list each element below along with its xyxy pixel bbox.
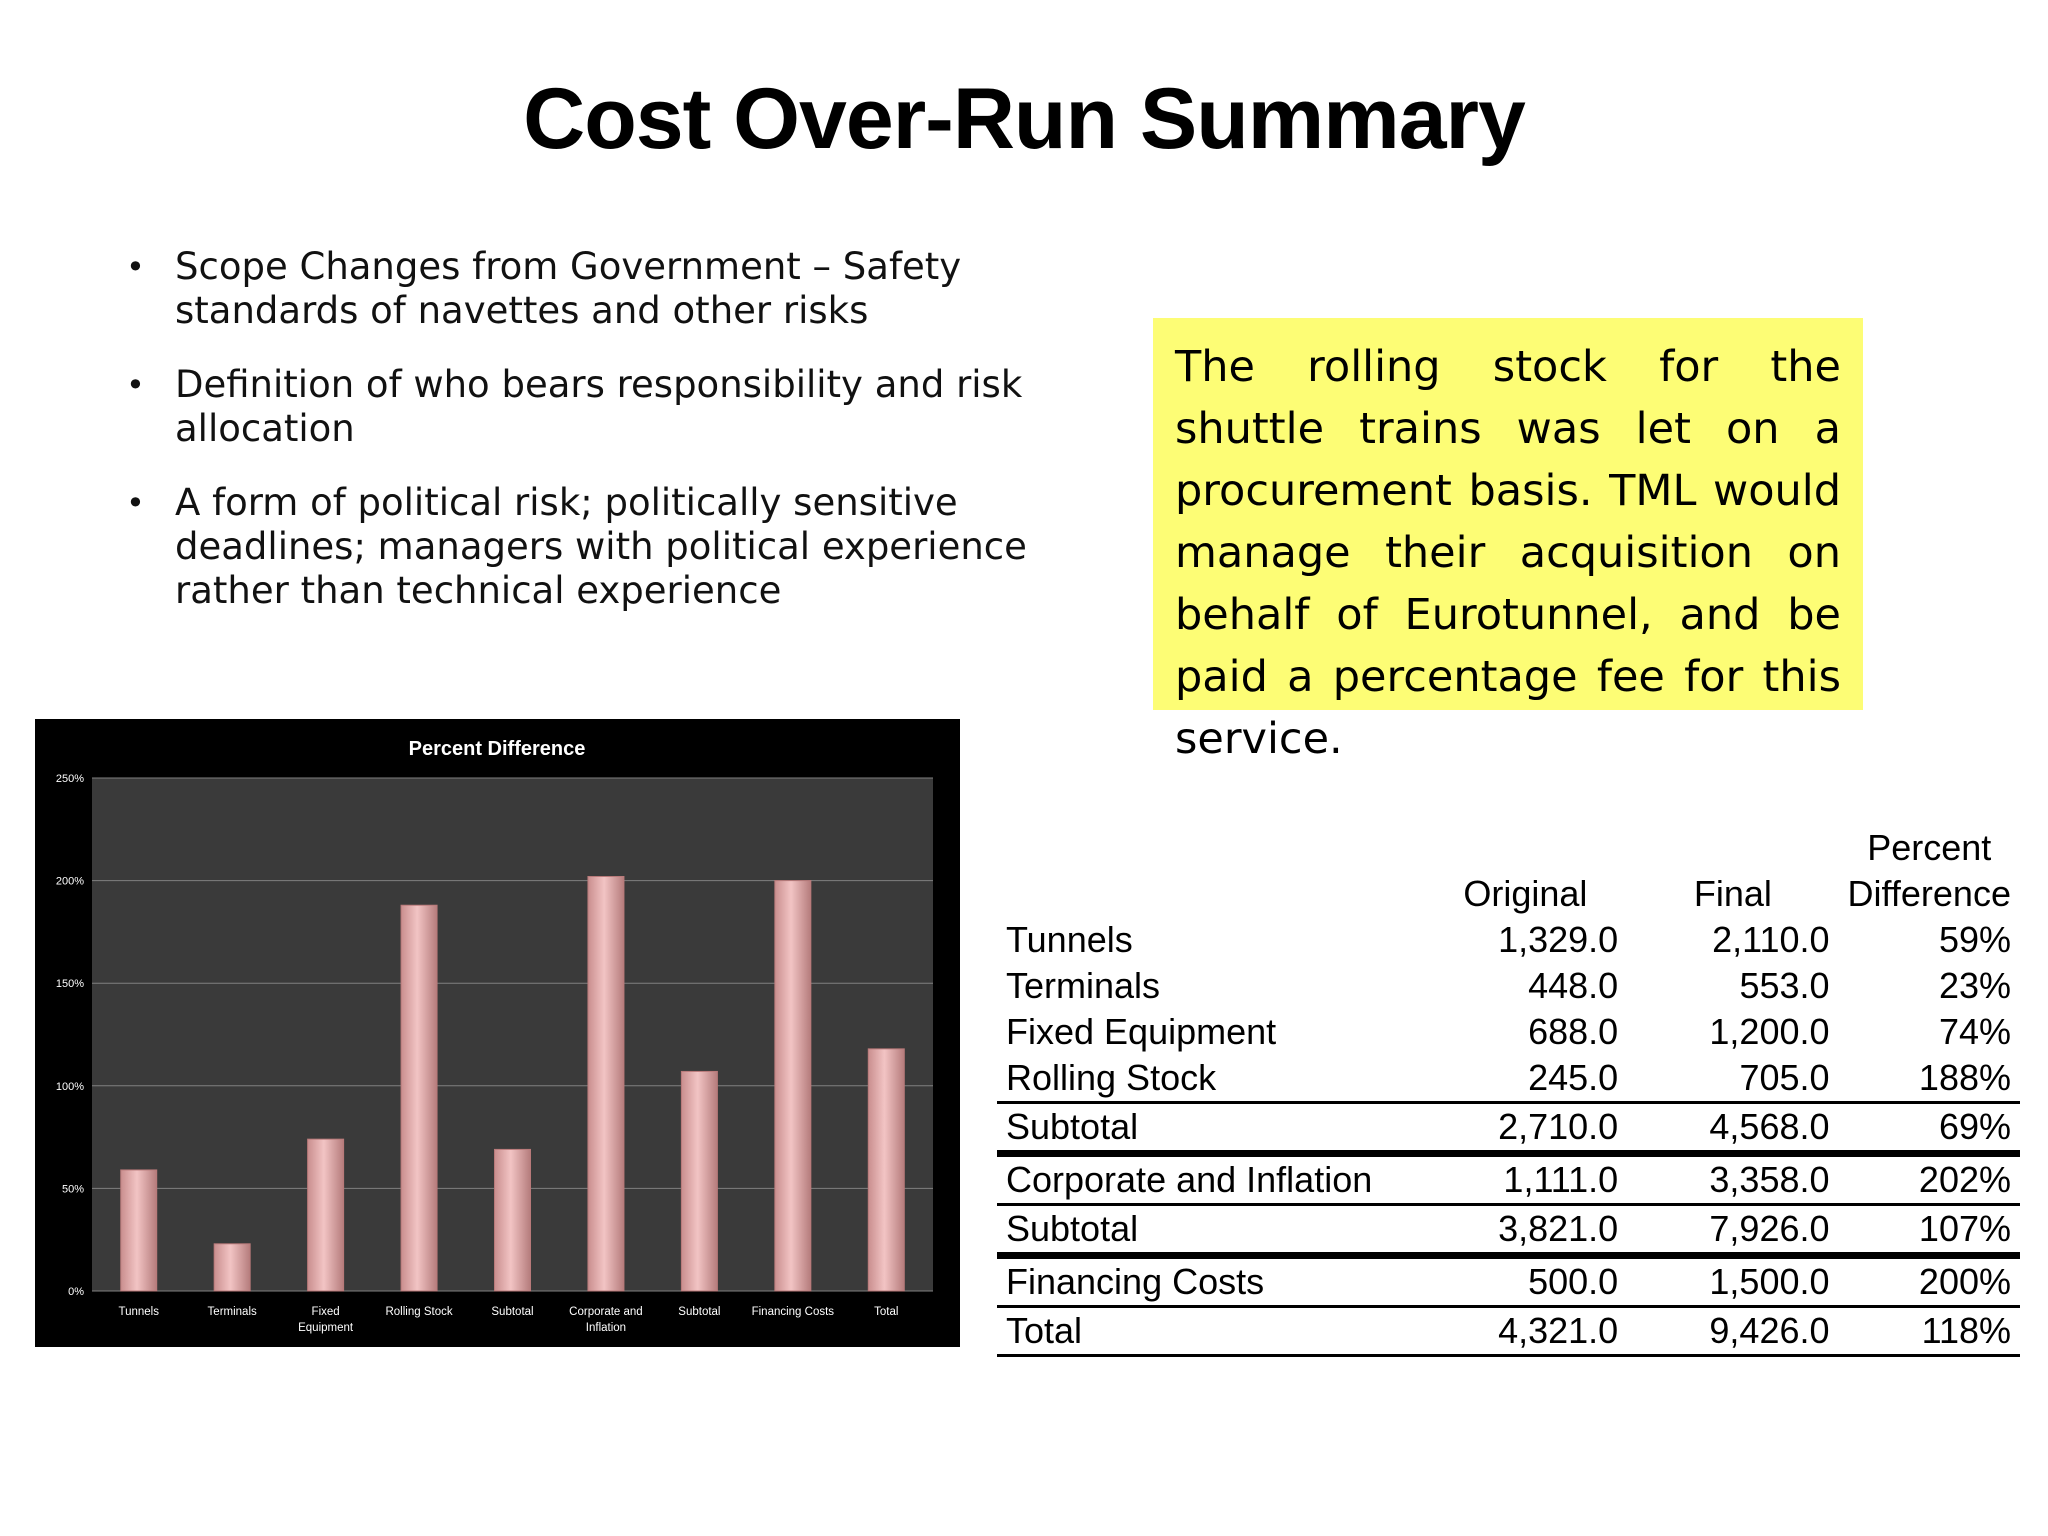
row-final: 1,500.0	[1627, 1256, 1838, 1307]
row-percent: 69%	[1839, 1103, 2020, 1154]
header-percent-line2: Difference	[1847, 873, 2011, 914]
row-percent: 59%	[1938, 919, 2011, 960]
slide-title: Cost Over-Run Summary	[523, 71, 1525, 167]
callout-note: The rolling stock for the shuttle trains was let on a procurement basis. TML would manage their acquisition on behalf of Eurotunnel, and be paid a percentage fee for this service.	[1153, 318, 1863, 710]
row-final: 9,426.0	[1627, 1307, 1838, 1356]
row-percent: 200%	[1839, 1256, 2020, 1307]
row-original: 688.0	[1528, 1011, 1619, 1052]
bar	[495, 1149, 531, 1291]
table-row	[997, 917, 2020, 963]
x-tick-label: Tunnels	[118, 1306, 159, 1318]
table-row	[997, 1256, 2020, 1307]
bullet-text: Definition of who bears responsibility and risk allocation	[175, 363, 1023, 450]
row-original: 2,710.0	[1424, 1103, 1628, 1154]
y-tick-label: 200%	[55, 875, 84, 888]
x-tick-label: Corporate and	[569, 1306, 643, 1318]
y-tick-label: 250%	[55, 773, 84, 785]
row-percent: 107%	[1839, 1205, 2020, 1256]
x-tick-label: Total	[874, 1306, 899, 1318]
row-final: 3,358.0	[1627, 1154, 1838, 1205]
bar	[308, 1139, 344, 1291]
x-tick-label: Fixed	[311, 1306, 340, 1318]
y-tick-label: 0%	[68, 1286, 84, 1298]
row-final: 7,926.0	[1627, 1205, 1838, 1256]
row-percent: 188%	[1918, 1057, 2011, 1098]
y-tick-label: 100%	[55, 1080, 84, 1093]
table-row	[997, 1154, 2020, 1205]
x-tick-label: Terminals	[207, 1306, 257, 1318]
x-tick-label: Rolling Stock	[385, 1306, 453, 1318]
x-tick-label: Subtotal	[491, 1306, 534, 1318]
row-label: Subtotal	[997, 1103, 1424, 1154]
table-row	[997, 1103, 2020, 1154]
bar	[214, 1244, 250, 1291]
row-original: 1,111.0	[1424, 1154, 1628, 1205]
row-label: Subtotal	[997, 1205, 1424, 1256]
row-percent: 74%	[1938, 1011, 2011, 1052]
table-row	[997, 1009, 2020, 1055]
row-final: 1,200.0	[1709, 1011, 1830, 1052]
row-label: Terminals	[1006, 965, 1161, 1006]
row-label: Corporate and Inflation	[997, 1154, 1424, 1205]
row-original: 245.0	[1528, 1057, 1619, 1098]
bar	[868, 1049, 904, 1291]
bar	[401, 905, 437, 1291]
header-final: Final	[1693, 873, 1772, 914]
bullet-item	[120, 245, 1080, 333]
header-percent-line1: Percent	[1867, 827, 1992, 868]
bullet-item	[120, 481, 1080, 613]
row-label: Fixed Equipment	[1006, 1011, 1277, 1052]
chart-svg	[35, 719, 960, 1347]
bullet-text: A form of political risk; politically sensitive deadlines; managers with political experience rather than technical experience	[175, 481, 1027, 612]
row-label: Total	[997, 1307, 1424, 1356]
chart-title: Percent Difference	[408, 738, 586, 760]
row-original: 448.0	[1528, 965, 1619, 1006]
x-tick-label: Inflation	[585, 1322, 627, 1334]
cost-table	[997, 825, 2020, 1357]
bar	[121, 1170, 157, 1291]
y-tick-label: 150%	[55, 978, 84, 991]
table-row	[997, 1055, 2020, 1103]
bullet-dot-icon: •	[126, 484, 145, 522]
bullet-dot-icon: •	[126, 248, 145, 286]
x-tick-label: Equipment	[298, 1322, 354, 1334]
row-percent: 23%	[1938, 965, 2011, 1006]
row-original: 1,329.0	[1498, 919, 1619, 960]
row-original: 3,821.0	[1424, 1205, 1628, 1256]
row-percent: 202%	[1839, 1154, 2020, 1205]
y-tick-label: 50%	[61, 1183, 84, 1196]
table-row	[997, 1205, 2020, 1256]
row-final: 4,568.0	[1627, 1103, 1838, 1154]
bar	[681, 1071, 717, 1291]
bar	[775, 881, 811, 1291]
header-original: Original	[1463, 873, 1588, 914]
row-original: 500.0	[1424, 1256, 1628, 1307]
x-tick-label: Financing Costs	[751, 1306, 835, 1318]
bullet-item	[120, 363, 1080, 451]
bullet-dot-icon: •	[126, 366, 145, 404]
percent-difference-chart	[35, 719, 960, 1347]
row-final: 553.0	[1739, 965, 1830, 1006]
row-percent: 118%	[1839, 1307, 2020, 1356]
row-label: Financing Costs	[997, 1256, 1424, 1307]
bullet-text: Scope Changes from Government – Safety standards of navettes and other risks	[175, 245, 962, 332]
row-original: 4,321.0	[1424, 1307, 1628, 1356]
bullet-list	[120, 245, 1080, 643]
row-label: Tunnels	[1006, 919, 1133, 960]
bar	[588, 876, 624, 1291]
table-row	[997, 963, 2020, 1009]
row-label: Rolling Stock	[1006, 1057, 1217, 1098]
table-row	[997, 1307, 2020, 1356]
row-final: 2,110.0	[1712, 919, 1830, 960]
row-final: 705.0	[1739, 1057, 1830, 1098]
x-tick-label: Subtotal	[678, 1306, 721, 1318]
